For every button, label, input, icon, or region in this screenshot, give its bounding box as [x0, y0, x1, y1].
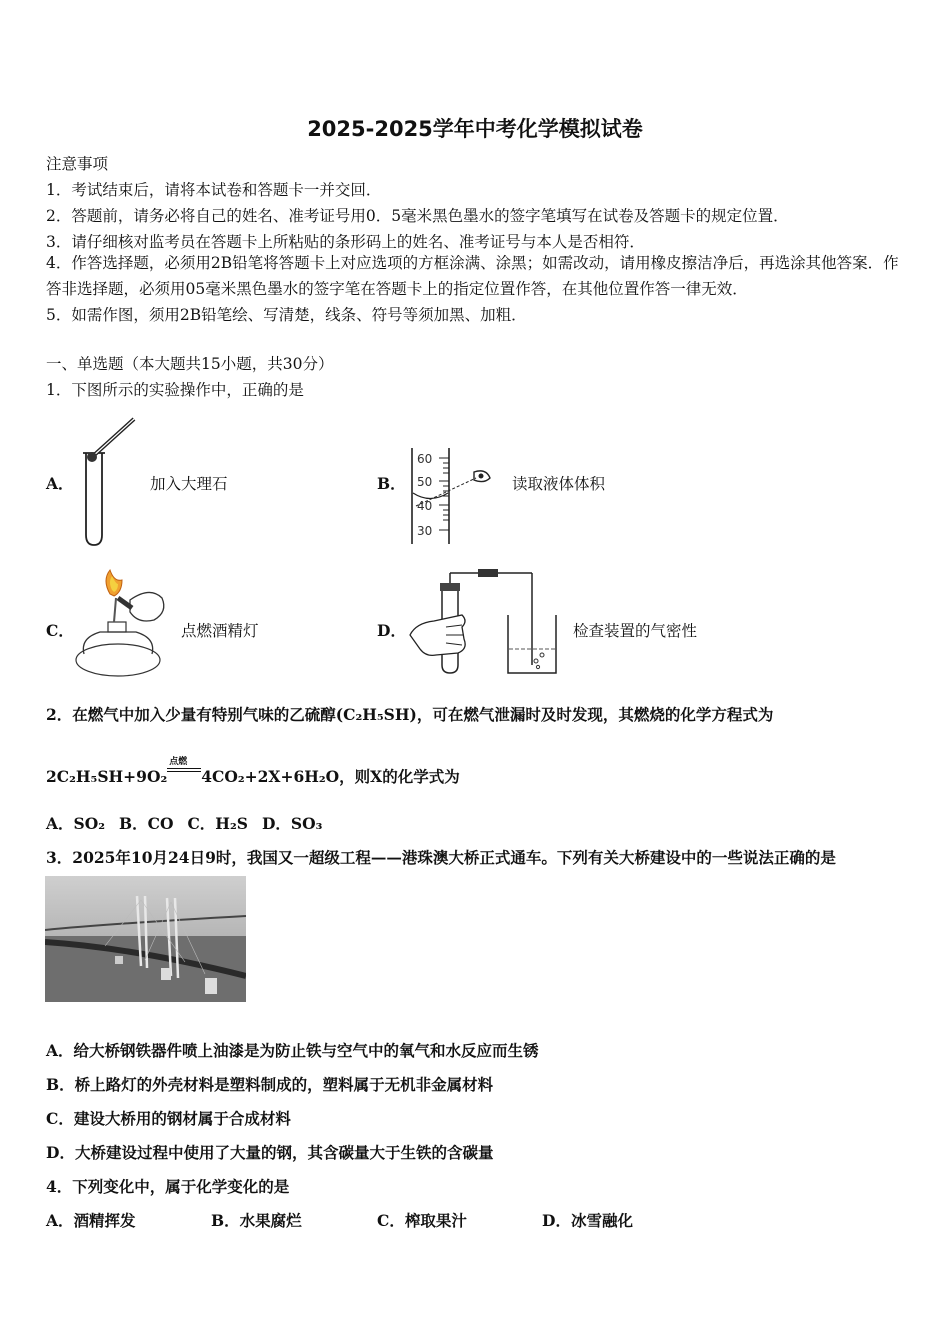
tick-60: 60	[417, 452, 433, 466]
q4-option-c: C．榨取果汁	[377, 1211, 467, 1230]
q3-option-b: B．桥上路灯的外壳材料是塑料制成的，塑料属于无机非金属材料	[46, 1075, 494, 1094]
graduated-cylinder-figure	[404, 444, 504, 548]
q3-option-a: A．给大桥钢铁器件喷上油漆是为防止铁与空气中的氧气和水反应而生锈	[46, 1041, 539, 1060]
q4-option-a: A．酒精挥发	[46, 1211, 136, 1230]
q1-option-a-label: A．	[46, 474, 74, 493]
notice-item-4: 4．作答选择题，必须用2B铅笔将答题卡上对应选项的方框涂满、涂黑；如需改动，请用橡皮擦洁净后，再选涂其他答案．作答非选择题，必须用05毫米黑色墨水的签字笔在答题卡上的指定位置作答，在其他位置作答一律无效．	[46, 254, 899, 298]
test-tube-marble-figure	[78, 413, 148, 548]
q4-option-b: B．水果腐烂	[211, 1211, 302, 1230]
reaction-arrow	[167, 757, 201, 782]
q2-equation	[46, 757, 460, 787]
equation-left: 2C₂H₅SH+9O₂	[46, 767, 168, 786]
q2-options	[46, 812, 336, 834]
q4-stem: 4．下列变化中，属于化学变化的是	[46, 1177, 290, 1196]
notice-item-1: 1．考试结束后，请将本试卷和答题卡一并交回．	[46, 181, 382, 199]
page-title: 2025-2025学年中考化学模拟试卷	[307, 117, 643, 141]
q3-option-c: C．建设大桥用的钢材属于合成材料	[46, 1109, 291, 1128]
q1-option-b-label: B．	[377, 474, 406, 493]
q2-option-d: D．SO₃	[261, 814, 323, 833]
q1-option-d-label: D．	[377, 621, 406, 640]
section-heading: 一、单选题（本大题共15小题，共30分）	[46, 355, 334, 373]
notice-item-5: 5．如需作图，须用2B铅笔绘、写清楚，线条、符号等须加黑、加粗．	[46, 306, 527, 324]
q2-option-c: C．H₂S	[187, 814, 248, 833]
q2-option-b: B．CO	[119, 814, 174, 833]
alcohol-lamp-figure	[70, 568, 175, 683]
reaction-condition: 点燃	[169, 757, 188, 767]
tick-50: 50	[417, 475, 433, 489]
notice-item-3: 3．请仔细核对监考员在答题卡上所粘贴的条形码上的姓名、准考证号与本人是否相符．	[46, 233, 645, 251]
q1-option-d-text: 检查装置的气密性	[573, 622, 698, 640]
q1-stem: 1．下图所示的实验操作中，正确的是	[46, 381, 304, 399]
q3-stem: 3．2025年10月24日9时，我国又一超级工程——港珠澳大桥正式通车。下列有关大桥建设中的一些说法正确的是	[46, 848, 836, 867]
notice-heading: 注意事项	[46, 155, 109, 173]
tick-30: 30	[417, 524, 433, 538]
tick-40: 40	[417, 499, 433, 513]
q2-stem: 2．在燃气中加入少量有特别气味的乙硫醇(C₂H₅SH)，可在燃气泄漏时及时发现，其燃烧的化学方程式为	[46, 705, 774, 724]
q2-option-a: A．SO₂	[46, 814, 106, 833]
q1-option-b-text: 读取液体体积	[512, 475, 606, 493]
q1-option-c-text: 点燃酒精灯	[181, 622, 259, 640]
notice-item-2: 2．答题前，请务必将自己的姓名、准考证号用0．5毫米黑色墨水的签字笔填写在试卷及答题卡的规定位置．	[46, 207, 789, 225]
airtightness-check-figure	[406, 565, 571, 680]
q4-options	[46, 1209, 746, 1231]
q1-option-a-text: 加入大理石	[150, 475, 228, 493]
q4-option-d: D．冰雪融化	[542, 1211, 633, 1230]
q3-option-d: D．大桥建设过程中使用了大量的钢，其含碳量大于生铁的含碳量	[46, 1143, 494, 1162]
q1-option-c-label: C．	[46, 621, 74, 640]
equation-right: 4CO₂+2X+6H₂O，则X的化学式为	[201, 767, 460, 786]
bridge-photo	[45, 876, 246, 1002]
